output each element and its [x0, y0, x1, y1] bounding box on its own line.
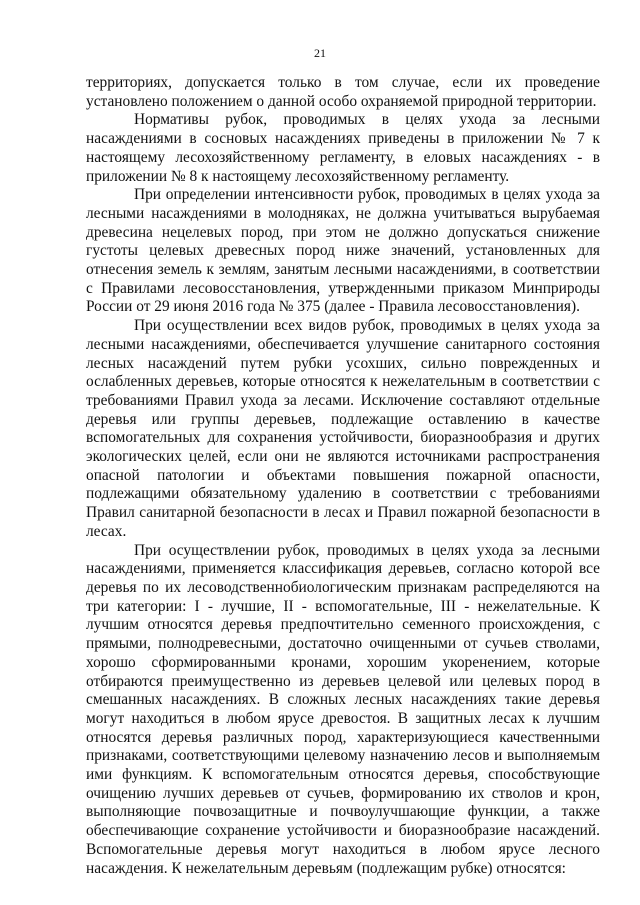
paragraph-3: При определении интенсивности рубок, проводимых в целях ухода за лесными насаждениями в молодняках, не должна учитываться вырубаемая древесина нецелевых пород, при этом не должно допускаться снижение густоты целевых древесных пород ниже значений, установленных для отнесения земель к землям, занятым лесными насаждениями, в соответствии с Правилами лесовосстановления, утвержденными приказом Минприроды России от 29 июня 2016 года № 375 (далее - Правила лесовосстановления). [86, 186, 600, 316]
paragraph-5: При осуществлении рубок, проводимых в целях ухода за лесными насаждениями, применяется классификация деревьев, согласно которой все деревья по их лесоводственнобиологическим признакам распределяются на три категории: I - лучшие, II - вспомогательные, III - нежелательные. К лучшим относятся деревья предпочтительно семенного происхождения, с прямыми, полнодревесными, достаточно очищенными от сучьев стволами, хорошо сформированными кронами, хорошим укоренением, которые отбираются преимущественно из деревьев целевой или целевых пород в смешанных насаждениях. В сложных лесных насаждениях такие деревья могут находиться в любом ярусе древостоя. В защитных лесах к лучшим относятся деревья различных пород, характеризующиеся качественными признаками, соответствующими целевому назначению лесов и выполняемым ими функциям. К вспомогательным относятся деревья, способствующие очищению лучших деревьев от сучьев, формированию их стволов и крон, выполняющие почвозащитные и почвоулучшающие функции, а также обеспечивающие сохранение устойчивости и биоразнообразие насаждений. Вспомогательные деревья могут находиться в любом ярусе лесного насаждения. К нежелательным деревьям (подлежащим рубке) относятся: [86, 541, 600, 877]
paragraph-2: Нормативы рубок, проводимых в целях ухода за лесными насаждениями в сосновых насаждениях приведены в приложении № 7 к настоящему лесохозяйственному регламенту, в еловых насаждениях - в приложении № 8 к настоящему лесохозяйственному регламенту. [86, 111, 600, 185]
body-text [86, 74, 600, 878]
page-number: 21 [314, 46, 326, 60]
paragraph-1: территориях, допускается только в том случае, если их проведение установлено положением о данной особо охраняемой природной территории. [86, 74, 600, 110]
paragraph-4: При осуществлении всех видов рубок, проводимых в целях ухода за лесными насаждениями, обеспечивается улучшение санитарного состояния лесных насаждений путем рубки усохших, сильно поврежденных и ослабленных деревьев, которые относятся к нежелательным в соответствии с требованиями Правил ухода за лесами. Исключение составляют отдельные деревья или группы деревьев, подлежащие оставлению в качестве вспомогательных для сохранения устойчивости, биоразнообразия и других экологических целей, если они не являются источниками распространения опасной патологии и объектами повышения пожарной опасности, подлежащими обязательному удалению в соответствии с требованиями Правил санитарной безопасности в лесах и Правил пожарной безопасности в лесах. [86, 317, 600, 540]
